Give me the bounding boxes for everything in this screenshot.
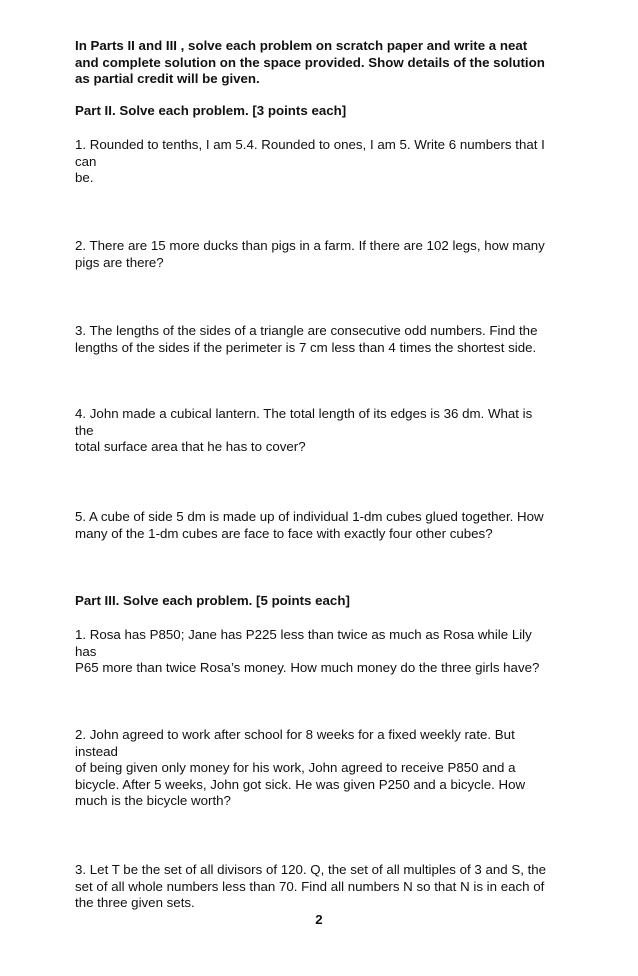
- instructions-paragraph: [75, 38, 595, 88]
- part-2-heading: Part II. Solve each problem. [3 points each]: [75, 103, 347, 118]
- problem-line: much is the bicycle worth?: [75, 793, 231, 808]
- instructions-line: In Parts II and III , solve each problem on scratch paper and write a neat: [75, 38, 528, 53]
- part-3-problem-3: [75, 862, 595, 912]
- problem-line: 3. Let T be the set of all divisors of 120. Q, the set of all multiples of 3 and S, the: [75, 862, 547, 877]
- part-2-problem-4: [75, 406, 595, 456]
- problem-line: lengths of the sides if the perimeter is 7 cm less than 4 times the shortest side.: [75, 339, 537, 355]
- instructions-line: and complete solution on the space provided. Show details of the solution: [75, 54, 545, 70]
- problem-line: 2. John agreed to work after school for 8 weeks for a fixed weekly rate. But: [75, 727, 515, 742]
- problem-line: 3. The lengths of the sides of a triangle are consecutive odd numbers. Find the: [75, 323, 538, 338]
- problem-line: 4. John made a cubical lantern. The total length of its edges is 36 dm. What is: [75, 406, 533, 421]
- problem-line: pigs are there?: [75, 254, 164, 270]
- problem-line: of being given only money for his work, John agreed to receive P850 and a: [75, 760, 516, 775]
- problem-line: the three given sets.: [75, 895, 195, 910]
- problem-line: has: [75, 643, 97, 659]
- problem-line: can: [75, 153, 97, 169]
- problem-line: total surface area that he has to cover?: [75, 439, 306, 454]
- part-2-problem-5: [75, 509, 595, 542]
- problem-line: P65 more than twice Rosa’s money. How much money do the three girls have?: [75, 660, 540, 675]
- problem-line: set of all whole numbers less than 70. Find all numbers N so that N is in each of: [75, 878, 545, 894]
- part-3-heading: Part III. Solve each problem. [5 points each]: [75, 593, 350, 608]
- problem-line: many of the 1-dm cubes are face to face with exactly four other cubes?: [75, 525, 493, 541]
- problem-line: 5. A cube of side 5 dm is made up of individual 1-dm cubes glued together. How: [75, 509, 544, 524]
- problem-line: bicycle. After 5 weeks, John got sick. He was given P250 and a bicycle. How: [75, 776, 526, 792]
- problem-line: the: [75, 422, 94, 438]
- problem-line: be.: [75, 170, 94, 185]
- problem-line: 1. Rosa has P850; Jane has P225 less than twice as much as Rosa while Lily: [75, 627, 532, 642]
- problem-line: instead: [75, 743, 118, 759]
- part-3-problem-1: [75, 627, 595, 677]
- problem-line: 1. Rounded to tenths, I am 5.4. Rounded to ones, I am 5. Write 6 numbers that I: [75, 137, 545, 152]
- part-2-problem-1: [75, 137, 595, 187]
- instructions-line: as partial credit will be given.: [75, 71, 260, 86]
- problem-line: 2. There are 15 more ducks than pigs in a farm. If there are 102 legs, how many: [75, 238, 545, 253]
- part-3-problem-2: [75, 727, 595, 810]
- page-number: 2: [315, 912, 323, 927]
- part-2-problem-2: [75, 238, 595, 271]
- part-2-problem-3: [75, 323, 595, 356]
